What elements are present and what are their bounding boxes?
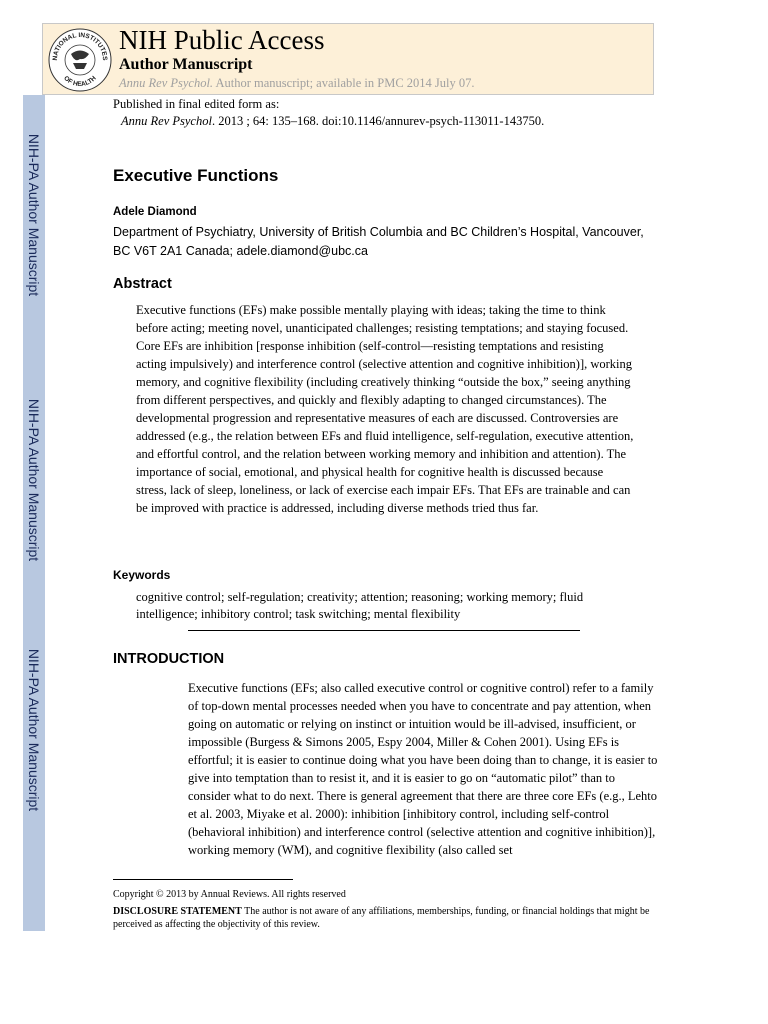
sidebar-label-text-3: NIH-PA Author Manuscript	[26, 648, 42, 812]
citation-journal: Annu Rev Psychol	[121, 114, 212, 128]
sidebar-label-2	[23, 365, 45, 595]
author-name: Adele Diamond	[113, 206, 197, 218]
nih-logo	[47, 27, 113, 93]
abstract-heading: Abstract	[113, 276, 172, 292]
citation-line	[121, 114, 544, 129]
article-title: Executive Functions	[113, 166, 279, 185]
sidebar-label-text-1: NIH-PA Author Manuscript	[26, 133, 42, 297]
author-manuscript-title: Author Manuscript	[119, 56, 253, 73]
keywords-heading: Keywords	[113, 568, 171, 582]
nih-pa-sidebar	[23, 95, 45, 931]
sidebar-label-text-2: NIH-PA Author Manuscript	[26, 398, 42, 562]
keywords-text: cognitive control; self-regulation; creativity; attention; reasoning; working memory; fluid intelligence; inhibitory control; task switching; mental flexibility	[136, 590, 584, 621]
author-affiliation: Department of Psychiatry, University of British Columbia and BC Children’s Hospital, Vancouver, BC V6T 2A1 Canada; adele.diamond@ubc.ca	[113, 225, 644, 258]
section-divider	[188, 630, 580, 631]
logo-text-top: NATIONAL INSTITUTES	[51, 31, 109, 61]
availability-text: Author manuscript; available in PMC 2014 July 07.	[213, 76, 475, 90]
journal-name: Annu Rev Psychol.	[119, 76, 214, 90]
logo-text-bottom: OF HEALTH	[62, 74, 98, 89]
disclosure-label: DISCLOSURE STATEMENT	[113, 906, 242, 917]
footnote-divider	[113, 879, 293, 880]
nih-header	[42, 23, 654, 95]
citation-text: . 2013 ; 64: 135–168. doi:10.1146/annurev-psych-113011-143750.	[211, 114, 545, 128]
disclosure-text: The author is not aware of any affiliations, memberships, funding, or financial holdings that might be perceived as affecting the objectivity of this review.	[113, 906, 650, 930]
disclosure-statement	[113, 905, 658, 931]
nih-public-access-title: NIH Public Access	[119, 25, 325, 55]
published-label: Published in final edited form as:	[113, 97, 280, 111]
sidebar-label-3	[23, 615, 45, 845]
availability-line	[119, 76, 475, 91]
abstract-text: Executive functions (EFs) make possible mentally playing with ideas; taking the time to think before acting; meeting novel, unanticipated challenges; resisting temptations; and staying focused. Core EFs are inhibition [response inhibition (self-control—resisting temptations and resisting acting impulsively) and interference control (selective attention and cognitive inhibition)], working memory, and cognitive flexibility (including creatively thinking “outside the box,” seeing anything from different perspectives, and quickly and flexibly adapting to changed circumstances). The developmental progression and representative measures of each are discussed. Controversies are addressed (e.g., the relation between EFs and fluid intelligence, self-regulation, executive attention, and effortful control, and the relation between working memory and inhibition and attention). The importance of social, emotional, and physical health for cognitive health is discussed because stress, lack of sleep, loneliness, or lack of exercise each impair EFs. That EFs are trainable and can be improved with practice is addressed, including diverse methods tried thus far.	[136, 303, 634, 515]
copyright-notice: Copyright © 2013 by Annual Reviews. All rights reserved	[113, 889, 346, 900]
introduction-heading: INTRODUCTION	[113, 651, 225, 667]
introduction-text: Executive functions (EFs; also called executive control or cognitive control) refer to a family of top-down mental processes needed when you have to concentrate and pay attention, when going on automatic or relying on instinct or intuition would be ill-advised, insufficient, or impossible (Burgess & Simons 2005, Espy 2004, Miller & Cohen 2001). Using EFs is effortful; it is easier to continue doing what you have been doing than to change, it is easier to give into temptation than to resist it, and it is easier to go on “automatic pilot” than to consider what to do next. There is general agreement that there are three core EFs (e.g., Lehto et al. 2003, Miyake et al. 2000): inhibition [inhibitory control, including self-control (behavioral inhibition) and interference control (selective attention and cognitive inhibition)], working memory (WM), and cognitive flexibility (also called set	[188, 681, 658, 857]
sidebar-label-1	[23, 100, 45, 330]
